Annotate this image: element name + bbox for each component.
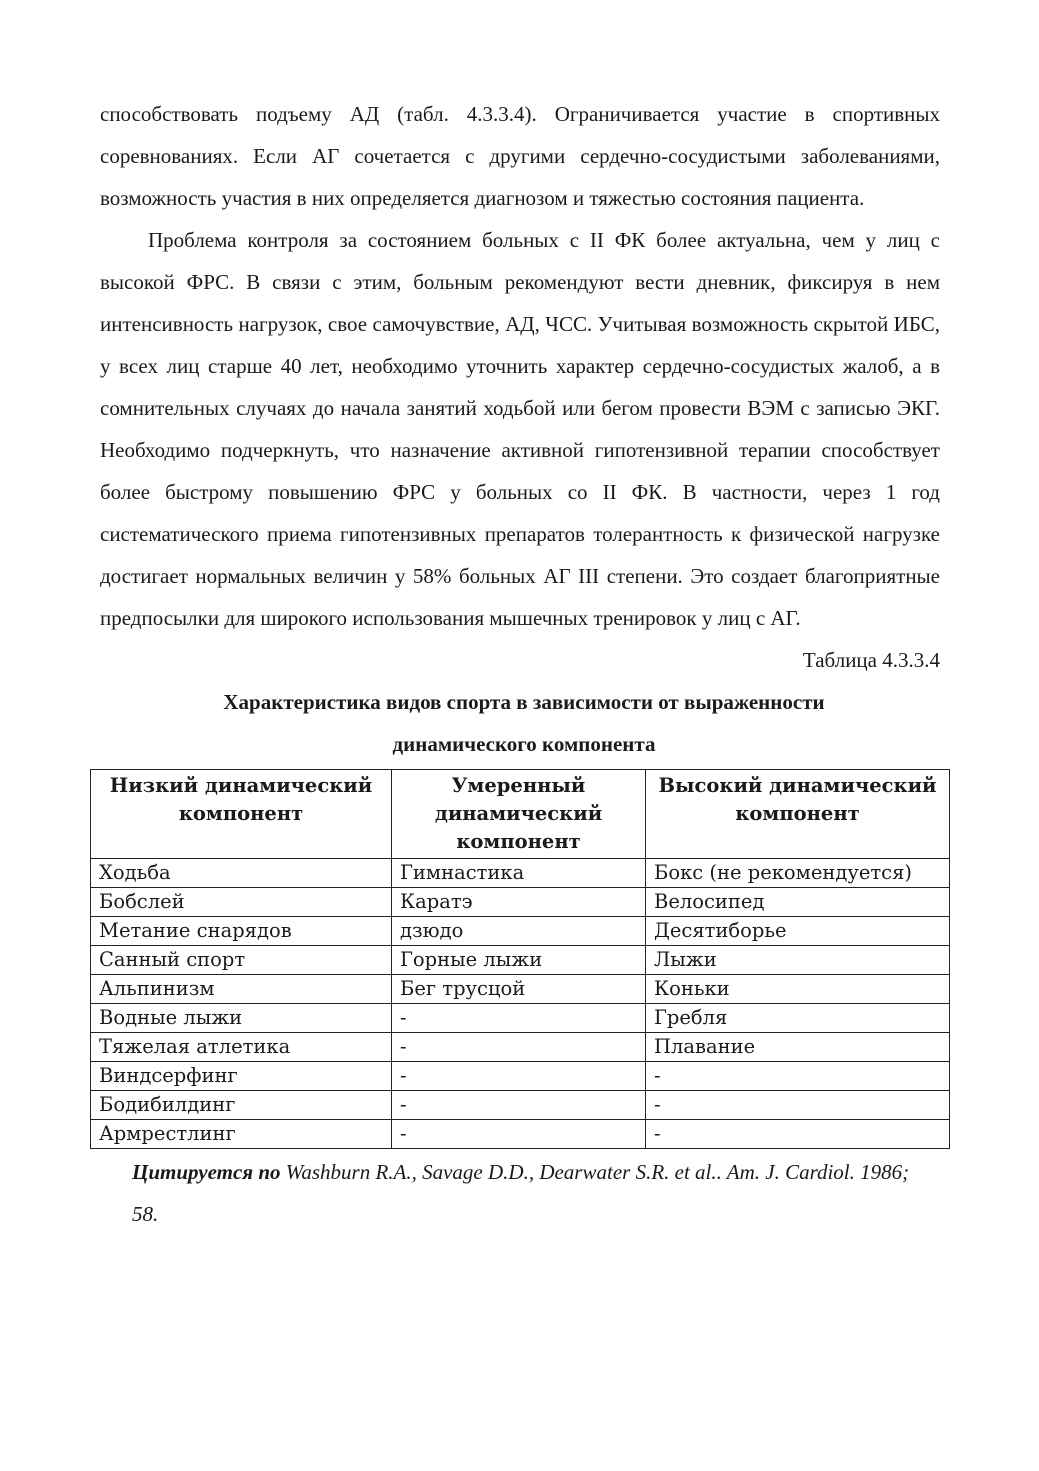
cell-low: Бодибилдинг bbox=[91, 1091, 392, 1120]
cell-moderate: Гимнастика bbox=[392, 859, 646, 888]
cell-high: - bbox=[646, 1120, 950, 1149]
table-row bbox=[91, 1004, 950, 1033]
cell-high: Десятиборье bbox=[646, 917, 950, 946]
cell-moderate: - bbox=[392, 1120, 646, 1149]
cell-high: Велосипед bbox=[646, 888, 950, 917]
cell-high: Лыжи bbox=[646, 946, 950, 975]
cell-moderate: - bbox=[392, 1062, 646, 1091]
table-title-line-2: динамического компонента bbox=[392, 732, 656, 756]
cell-moderate: Горные лыжи bbox=[392, 946, 646, 975]
cell-low: Тяжелая атлетика bbox=[91, 1033, 392, 1062]
paragraph-2: Проблема контроля за состоянием больных с II ФК более актуальна, чем у лиц с высокой ФРС. В связи с этим, больным рекомендуют вести дневник, фиксируя в нем интенсивность нагрузок, свое самочувствие, АД, ЧСС. Учитывая возможность скрытой ИБС, у всех лиц старше 40 лет, необходимо уточнить характер сердечно-сосудистых жалоб, а в сомнительных случаях до начала занятий ходьбой или бегом провести ВЭМ с записью ЭКГ. Необходимо подчеркнуть, что назначение активной гипотензивной терапии способствует более быстрому повышению ФРС у больных со II ФК. В частности, через 1 год систематического приема гипотензивных препаратов толерантность к физической нагрузке достигает нормальных величин у 58% больных АГ III степени. Это создает благоприятные предпосылки для широкого использования мышечных тренировок у лиц с АГ. bbox=[100, 228, 940, 630]
citation bbox=[132, 1151, 940, 1235]
table-header-row bbox=[91, 770, 950, 859]
table-title-line-1: Характеристика видов спорта в зависимости от выраженности bbox=[223, 690, 825, 714]
cell-moderate: Каратэ bbox=[392, 888, 646, 917]
citation-text: Washburn R.A., Savage D.D., Dearwater S.R. et al.. Am. J. Cardiol. 1986; 58. bbox=[132, 1160, 910, 1226]
table-title bbox=[100, 681, 940, 765]
cell-low: Ходьба bbox=[91, 859, 392, 888]
cell-moderate: - bbox=[392, 1091, 646, 1120]
cell-moderate: дзюдо bbox=[392, 917, 646, 946]
cell-high: Бокс (не рекомендуется) bbox=[646, 859, 950, 888]
table-row bbox=[91, 917, 950, 946]
cell-moderate: - bbox=[392, 1033, 646, 1062]
table-row bbox=[91, 1062, 950, 1091]
table-row bbox=[91, 1091, 950, 1120]
header-moderate-dynamic: Умеренный динамический компонент bbox=[392, 770, 646, 859]
sports-table bbox=[90, 769, 950, 1149]
cell-high: Плавание bbox=[646, 1033, 950, 1062]
paragraph-1: способствовать подъему АД (табл. 4.3.3.4). Ограничивается участие в спортивных соревнованиях. Если АГ сочетается с другими сердечно-сосудистыми заболеваниями, возможность участия в них определяется диагнозом и тяжестью состояния пациента. bbox=[100, 102, 940, 210]
cell-moderate: Бег трусцой bbox=[392, 975, 646, 1004]
table-row bbox=[91, 859, 950, 888]
header-low-dynamic: Низкий динамический компонент bbox=[91, 770, 392, 859]
table-caption: Таблица 4.3.3.4 bbox=[802, 648, 940, 672]
cell-high: - bbox=[646, 1062, 950, 1091]
cell-low: Альпинизм bbox=[91, 975, 392, 1004]
table-row bbox=[91, 1120, 950, 1149]
cell-low: Виндсерфинг bbox=[91, 1062, 392, 1091]
header-high-dynamic: Высокий динамический компонент bbox=[646, 770, 950, 859]
cell-low: Армрестлинг bbox=[91, 1120, 392, 1149]
table-row bbox=[91, 946, 950, 975]
table-row bbox=[91, 975, 950, 1004]
cell-low: Санный спорт bbox=[91, 946, 392, 975]
table-row bbox=[91, 888, 950, 917]
cell-high: - bbox=[646, 1091, 950, 1120]
cell-high: Коньки bbox=[646, 975, 950, 1004]
cell-high: Гребля bbox=[646, 1004, 950, 1033]
table-row bbox=[91, 1033, 950, 1062]
cell-low: Водные лыжи bbox=[91, 1004, 392, 1033]
cell-moderate: - bbox=[392, 1004, 646, 1033]
cell-low: Бобслей bbox=[91, 888, 392, 917]
cell-low: Метание снарядов bbox=[91, 917, 392, 946]
document-page bbox=[100, 93, 940, 1235]
citation-label: Цитируется по bbox=[132, 1160, 281, 1184]
